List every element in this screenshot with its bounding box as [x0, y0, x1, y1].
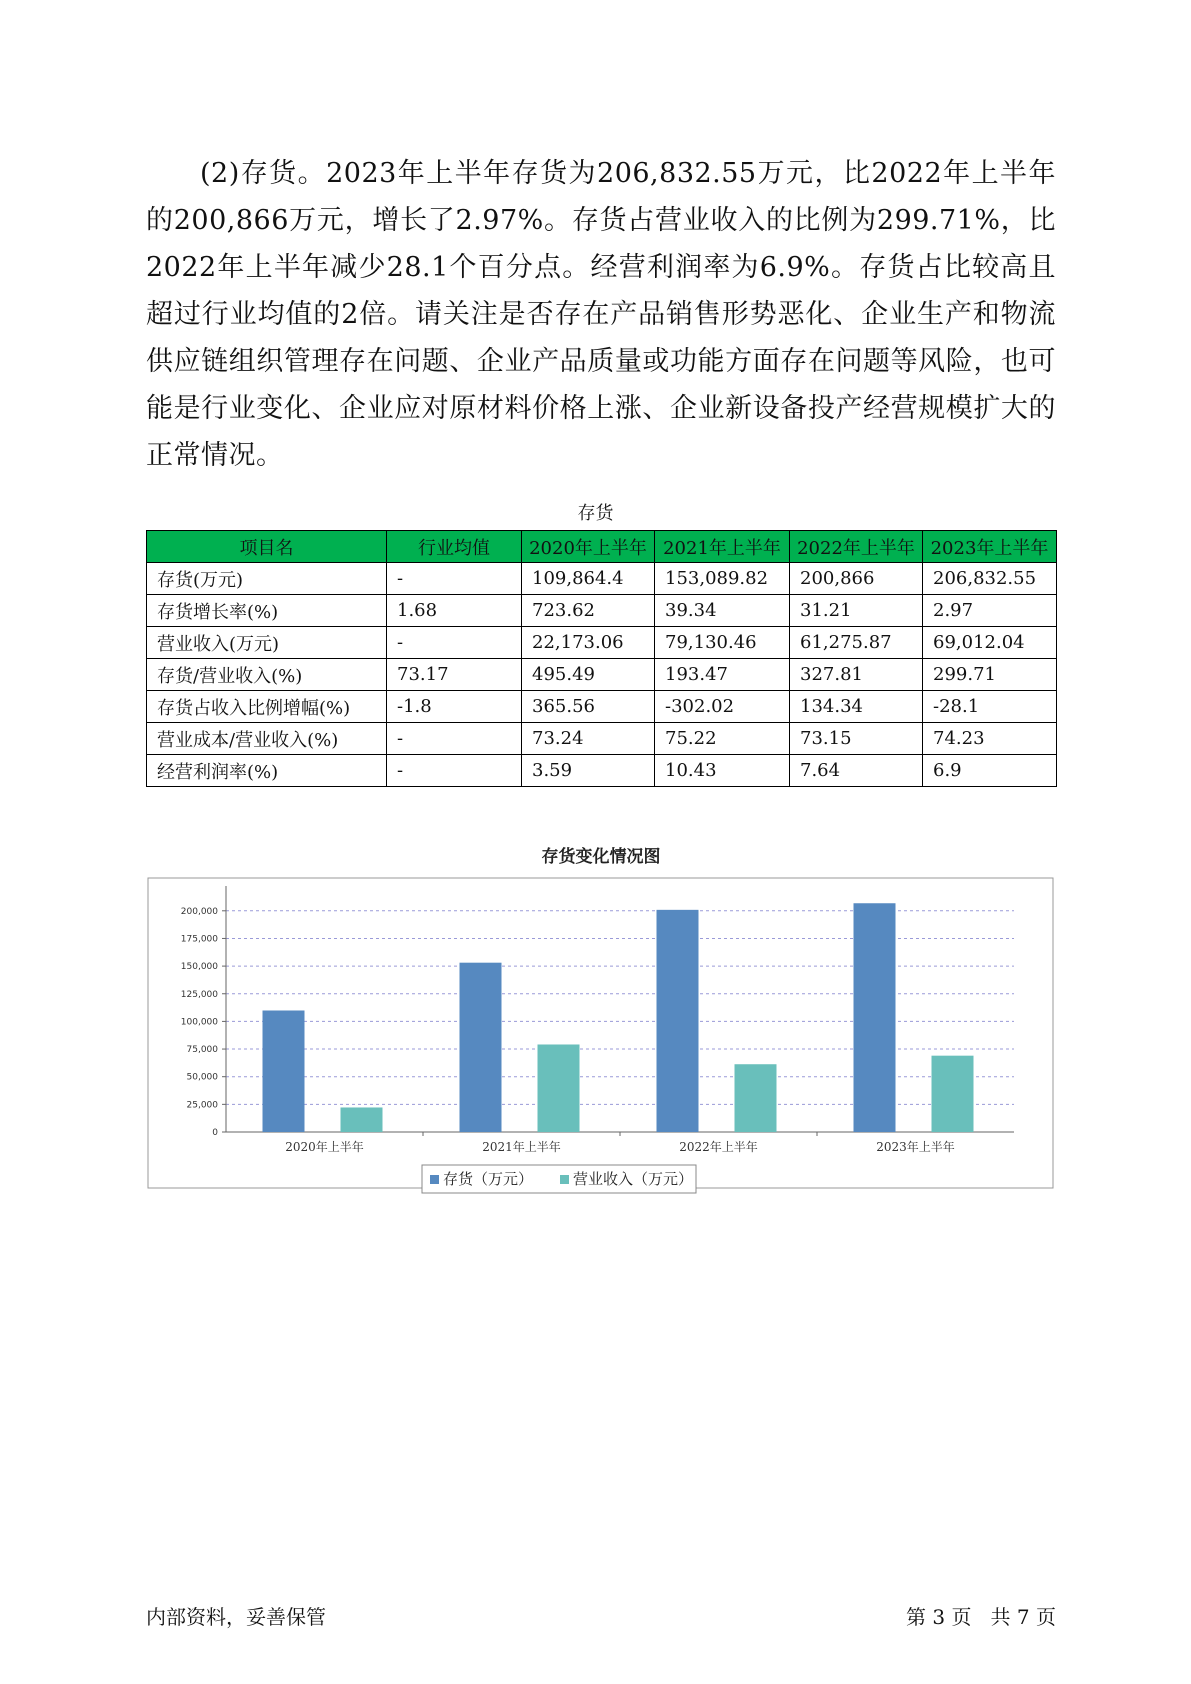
table-header-row	[147, 531, 1057, 563]
table-cell: 39.34	[655, 595, 790, 627]
y-tick-label: 200,000	[180, 906, 218, 917]
header-item-name: 项目名	[147, 531, 387, 563]
table-cell: 1.68	[387, 595, 522, 627]
table-cell: 31.21	[790, 595, 923, 627]
table-cell: 327.81	[790, 659, 923, 691]
table-cell: -28.1	[923, 691, 1057, 723]
table-cell: 75.22	[655, 723, 790, 755]
inventory-table	[146, 530, 1057, 787]
bar-revenue	[341, 1107, 383, 1132]
table-cell: 营业成本/营业收入(%)	[147, 723, 387, 755]
y-tick-label: 125,000	[180, 989, 218, 1000]
table-row	[147, 627, 1057, 659]
y-tick-label: 175,000	[180, 934, 218, 945]
x-tick-label: 2023年上半年	[876, 1140, 955, 1154]
table-cell: 73.15	[790, 723, 923, 755]
table-cell: 3.59	[522, 755, 655, 787]
table-cell: 存货/营业收入(%)	[147, 659, 387, 691]
table-cell: 134.34	[790, 691, 923, 723]
bar-inventory	[263, 1010, 305, 1132]
table-caption: 存货	[577, 503, 614, 524]
table-cell: 存货增长率(%)	[147, 595, 387, 627]
table-cell: -	[387, 563, 522, 595]
table-cell: 73.17	[387, 659, 522, 691]
table-cell: 22,173.06	[522, 627, 655, 659]
inventory-chart	[146, 840, 1056, 1300]
table-row	[147, 755, 1057, 787]
table-cell: 营业收入(万元)	[147, 627, 387, 659]
table-cell: 495.49	[522, 659, 655, 691]
legend-label: 营业收入（万元）	[573, 1170, 694, 1188]
table-cell: 193.47	[655, 659, 790, 691]
legend-label: 存货（万元）	[443, 1170, 534, 1188]
x-tick-label: 2020年上半年	[285, 1140, 364, 1154]
header-2021h1: 2021年上半年	[655, 531, 790, 563]
legend-swatch	[430, 1175, 439, 1184]
table-row	[147, 723, 1057, 755]
table-cell: -	[387, 627, 522, 659]
table-cell: 69,012.04	[923, 627, 1057, 659]
bar-inventory	[460, 963, 502, 1132]
footer-page-number	[906, 1601, 1056, 1630]
bar-revenue	[538, 1044, 580, 1132]
bar-inventory	[657, 910, 699, 1132]
table-cell: 10.43	[655, 755, 790, 787]
y-tick-label: 100,000	[180, 1017, 218, 1028]
x-tick-label: 2021年上半年	[482, 1140, 561, 1154]
table-cell: 2.97	[923, 595, 1057, 627]
table-cell: -302.02	[655, 691, 790, 723]
table-cell: 723.62	[522, 595, 655, 627]
table-cell: -	[387, 723, 522, 755]
y-tick-label: 150,000	[180, 962, 218, 973]
page-label: 第 3 页 共 7 页	[906, 1605, 1056, 1629]
table-cell: 6.9	[923, 755, 1057, 787]
table-row	[147, 659, 1057, 691]
table-cell: -1.8	[387, 691, 522, 723]
y-tick-label: 50,000	[186, 1072, 218, 1083]
table-cell: 299.71	[923, 659, 1057, 691]
table-cell: 经营利润率(%)	[147, 755, 387, 787]
footer-confidential-note: 内部资料，妥善保管	[146, 1605, 326, 1629]
table-cell: 61,275.87	[790, 627, 923, 659]
table-cell: 79,130.46	[655, 627, 790, 659]
table-cell: 109,864.4	[522, 563, 655, 595]
table-cell: 200,866	[790, 563, 923, 595]
table-cell: 206,832.55	[923, 563, 1057, 595]
header-2023h1: 2023年上半年	[923, 531, 1057, 563]
y-tick-label: 75,000	[186, 1045, 218, 1056]
y-tick-label: 0	[212, 1128, 218, 1138]
table-cell: 153,089.82	[655, 563, 790, 595]
table-cell: 74.23	[923, 723, 1057, 755]
x-tick-label: 2022年上半年	[679, 1140, 758, 1154]
header-2020h1: 2020年上半年	[522, 531, 655, 563]
table-cell: 365.56	[522, 691, 655, 723]
header-2022h1: 2022年上半年	[790, 531, 923, 563]
bar-revenue	[932, 1056, 974, 1132]
bar-revenue	[735, 1064, 777, 1132]
inventory-chart-svg	[146, 840, 1056, 1300]
bar-inventory	[854, 903, 896, 1132]
table-cell: 存货(万元)	[147, 563, 387, 595]
header-industry-average: 行业均值	[387, 531, 522, 563]
table-cell: 存货占收入比例增幅(%)	[147, 691, 387, 723]
chart-title: 存货变化情况图	[541, 847, 661, 867]
table-cell: -	[387, 755, 522, 787]
table-cell: 7.64	[790, 755, 923, 787]
inventory-paragraph: (2)存货。2023年上半年存货为206,832.55万元，比2022年上半年的200,866万元，增长了2.97%。存货占营业收入的比例为299.71%，比2022年上半年减少28.1个百分点。经营利润率为6.9%。存货占比较高且超过行业均值的2倍。请关注是否存在产品销售形势恶化、企业生产和物流供应链组织管理存在问题、企业产品质量或功能方面存在问题等风险，也可能是行业变化、企业应对原材料价格上涨、企业新设备投产经营规模扩大的正常情况。	[146, 158, 1056, 471]
table-row	[147, 563, 1057, 595]
table-row	[147, 595, 1057, 627]
table-cell: 73.24	[522, 723, 655, 755]
legend-swatch	[560, 1175, 569, 1184]
table-row	[147, 691, 1057, 723]
y-tick-label: 25,000	[186, 1100, 218, 1111]
